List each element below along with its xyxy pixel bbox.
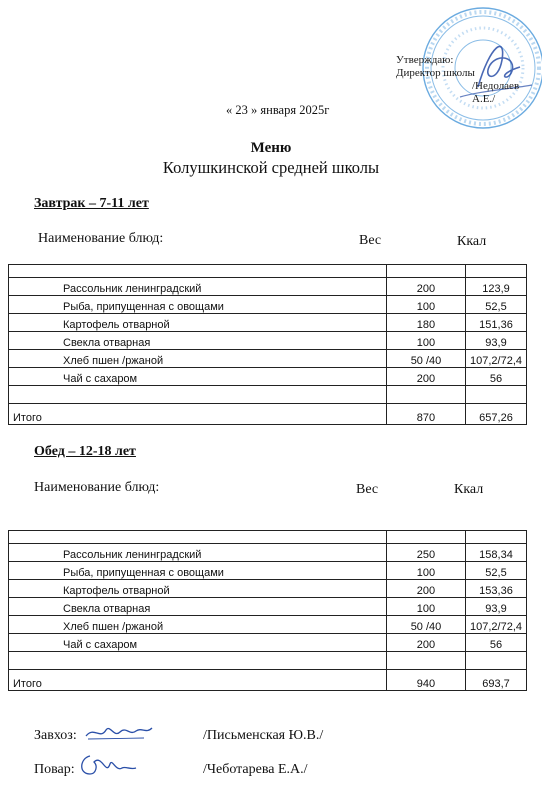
total-kcal: 693,7 bbox=[466, 670, 527, 691]
director-name: /Недолаев А.Е./ bbox=[472, 80, 520, 105]
table-row bbox=[9, 278, 527, 296]
dish-kcal: 153,36 bbox=[466, 580, 527, 598]
zavhoz-name: /Письменская Ю.В./ bbox=[203, 728, 324, 743]
total-weight: 940 bbox=[386, 670, 465, 691]
approval-label: Утверждаю: bbox=[396, 54, 454, 66]
dish-kcal: 52,5 bbox=[466, 562, 527, 580]
dish-kcal: 56 bbox=[466, 368, 527, 386]
dish-weight: 250 bbox=[386, 544, 465, 562]
table-row bbox=[9, 314, 527, 332]
dish-name: Рассольник ленинградский bbox=[9, 278, 387, 296]
table-row bbox=[9, 634, 527, 652]
dish-name: Картофель отварной bbox=[9, 314, 387, 332]
dish-name bbox=[9, 265, 387, 278]
table-row bbox=[9, 296, 527, 314]
lunch-col-name: Наименование блюд: bbox=[34, 480, 160, 495]
dish-weight: 100 bbox=[386, 562, 465, 580]
table-row bbox=[9, 265, 527, 278]
dish-weight: 50 /40 bbox=[386, 350, 465, 368]
dish-kcal bbox=[466, 531, 527, 544]
dish-name: Рыба, припущенная с овощами bbox=[9, 562, 387, 580]
povar-label: Повар: bbox=[34, 762, 75, 777]
table-row bbox=[9, 580, 527, 598]
lunch-col-weight: Вес bbox=[356, 482, 379, 497]
approval-block bbox=[396, 54, 542, 106]
breakfast-table-body bbox=[9, 265, 527, 425]
table-row bbox=[9, 386, 527, 404]
dish-weight: 100 bbox=[386, 332, 465, 350]
table-row bbox=[9, 332, 527, 350]
breakfast-title: Завтрак – 7-11 лет bbox=[34, 196, 149, 211]
table-row bbox=[9, 350, 527, 368]
dish-kcal: 123,9 bbox=[466, 278, 527, 296]
dish-weight: 200 bbox=[386, 368, 465, 386]
dish-weight bbox=[386, 265, 465, 278]
director-title: Директор школы bbox=[396, 67, 475, 79]
table-row bbox=[9, 544, 527, 562]
dish-kcal: 52,5 bbox=[466, 296, 527, 314]
dish-name: Картофель отварной bbox=[9, 580, 387, 598]
table-row bbox=[9, 531, 527, 544]
zavhoz-signature bbox=[84, 722, 154, 744]
dish-weight: 100 bbox=[386, 296, 465, 314]
dish-name: Чай с сахаром bbox=[9, 368, 387, 386]
breakfast-col-kcal: Ккал bbox=[457, 234, 487, 249]
lunch-col-kcal: Ккал bbox=[454, 482, 484, 497]
table-row bbox=[9, 562, 527, 580]
total-row bbox=[9, 670, 527, 691]
document-date: « 23 » января 2025г bbox=[226, 103, 330, 117]
dish-weight bbox=[386, 531, 465, 544]
dish-weight: 200 bbox=[386, 580, 465, 598]
dish-kcal: 93,9 bbox=[466, 598, 527, 616]
dish-kcal bbox=[466, 265, 527, 278]
dish-weight: 200 bbox=[386, 278, 465, 296]
dish-name: Рассольник ленинградский bbox=[9, 544, 387, 562]
total-row bbox=[9, 404, 527, 425]
total-kcal: 657,26 bbox=[466, 404, 527, 425]
dish-name: Чай с сахаром bbox=[9, 634, 387, 652]
dish-name: Хлеб пшен /ржаной bbox=[9, 616, 387, 634]
dish-weight bbox=[386, 386, 465, 404]
dish-name: Рыба, припущенная с овощами bbox=[9, 296, 387, 314]
dish-kcal: 93,9 bbox=[466, 332, 527, 350]
dish-name: Хлеб пшен /ржаной bbox=[9, 350, 387, 368]
dish-name bbox=[9, 652, 387, 670]
dish-name bbox=[9, 531, 387, 544]
dish-kcal: 107,2/72,4 bbox=[466, 350, 527, 368]
dish-weight: 100 bbox=[386, 598, 465, 616]
povar-name: /Чеботарева Е.А./ bbox=[203, 762, 308, 777]
dish-name bbox=[9, 386, 387, 404]
dish-name: Свекла отварная bbox=[9, 598, 387, 616]
breakfast-col-weight: Вес bbox=[359, 233, 382, 248]
table-row bbox=[9, 598, 527, 616]
table-row bbox=[9, 616, 527, 634]
zavhoz-label: Завхоз: bbox=[34, 728, 77, 743]
lunch-title: Обед – 12-18 лет bbox=[34, 444, 136, 459]
povar-signature bbox=[76, 748, 138, 780]
page-title: Меню bbox=[250, 140, 292, 156]
total-label: Итого bbox=[9, 670, 387, 691]
dish-name: Свекла отварная bbox=[9, 332, 387, 350]
page-subtitle: Колушкинской средней школы bbox=[162, 158, 380, 177]
dish-kcal: 158,34 bbox=[466, 544, 527, 562]
dish-kcal: 151,36 bbox=[466, 314, 527, 332]
dish-weight: 50 /40 bbox=[386, 616, 465, 634]
dish-kcal: 56 bbox=[466, 634, 527, 652]
table-row bbox=[9, 368, 527, 386]
dish-weight: 180 bbox=[386, 314, 465, 332]
table-row bbox=[9, 652, 527, 670]
dish-kcal bbox=[466, 652, 527, 670]
lunch-table bbox=[8, 530, 527, 691]
breakfast-table bbox=[8, 264, 527, 425]
total-label: Итого bbox=[9, 404, 387, 425]
dish-kcal: 107,2/72,4 bbox=[466, 616, 527, 634]
dish-weight bbox=[386, 652, 465, 670]
dish-kcal bbox=[466, 386, 527, 404]
dish-weight: 200 bbox=[386, 634, 465, 652]
breakfast-col-name: Наименование блюд: bbox=[38, 231, 164, 246]
total-weight: 870 bbox=[386, 404, 465, 425]
lunch-table-body bbox=[9, 531, 527, 691]
